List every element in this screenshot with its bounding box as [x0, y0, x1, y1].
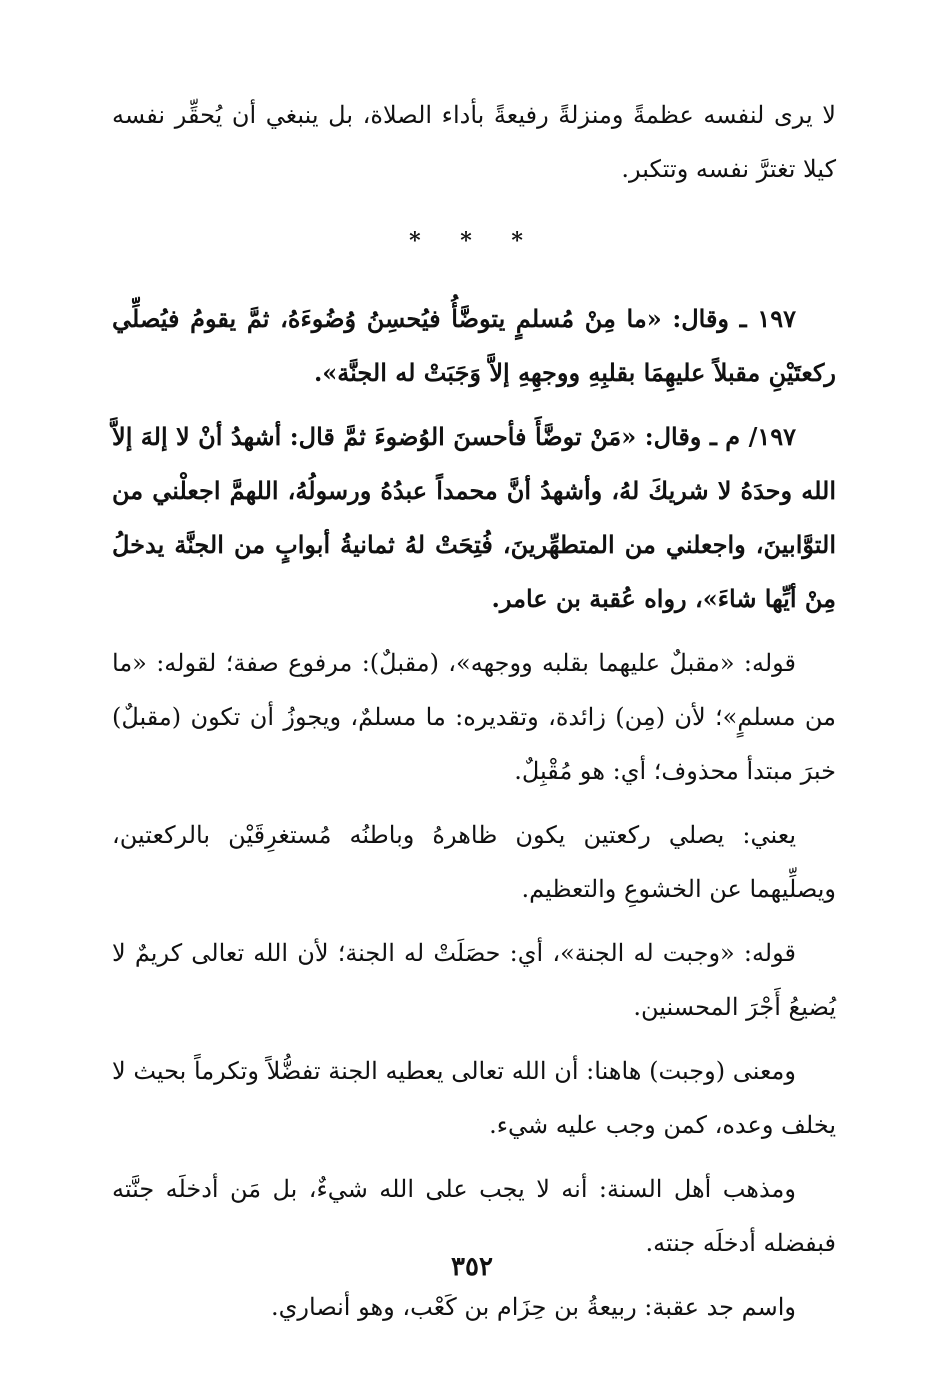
commentary-sunnah-doctrine: ومذهب أهل السنة: أنه لا يجب على الله شيءٌ، بل مَن أدخلَه جنَّته فبفضله أدخلَه جنته.	[112, 1175, 836, 1257]
hadith-197m: ١٩٧/ م ـ وقال: «مَنْ توضَّأَ فأحسنَ الوُضوءَ ثمَّ قال: أشهدُ أنْ لا إلهَ إلاَّ الله وحدَهُ لا شريكَ لهُ، وأشهدُ أنَّ محمداً عبدُهُ ورسولُهُ، اللهمَّ اجعلْني من التوَّابينَ، واجعلني من المتطهِّرينَ، فُتِحَتْ لهُ ثمانيةُ أبوابٍ من الجنَّة يدخلُ مِنْ أيِّها شاءَ»، رواه عُقبة بن عامر.	[112, 422, 836, 613]
section-separator: * * *	[409, 228, 539, 254]
page-body	[112, 88, 836, 1344]
commentary-muqbil: قوله: «مقبلٌ عليهما بقلبه ووجهه»، (مقبلٌ): مرفوع صفة؛ لقوله: «ما من مسلمٍ»؛ لأن (مِن) زائدة، وتقديره: ما مسلمٌ، ويجوزُ أن تكون (مقبلٌ) خبرَ مبتدأ محذوف؛ أي: هو مُقْبِلٌ.	[112, 649, 836, 785]
commentary-meaning: يعني: يصلي ركعتين يكون ظاهرهُ وباطنُه مُستغرِقَيْن بالركعتين، ويصلِّيهما عن الخشوعِ والتعظيم.	[112, 821, 836, 903]
paragraph-continuation: لا يرى لنفسه عظمةً ومنزلةً رفيعةً بأداء الصلاة، بل ينبغي أن يُحقِّر نفسه كيلا تغترَّ نفسه وتتكبر.	[112, 101, 836, 183]
commentary-wajabat: قوله: «وجبت له الجنة»، أي: حصَلَتْ له الجنة؛ لأن الله تعالى كريمٌ لا يُضيعُ أَجْرَ المحسنين.	[112, 939, 836, 1021]
hadith-197: ١٩٧ ـ وقال: «ما مِنْ مُسلمٍ يتوضَّأُ فيُحسِنُ وُضُوءَهُ، ثمَّ يقومُ فيُصلِّي ركعتَيْنِ مقبلاً عليهِمَا بقلبِهِ ووجهِهِ إلاَّ وَجَبَتْ له الجنَّة».	[112, 304, 836, 387]
commentary-narrator-lineage: واسم جد عقبة: ربيعةُ بن حِزَام بن كَعْب، وهو أنصاري.	[271, 1293, 796, 1321]
commentary-meaning-wajabat: ومعنى (وجبت) هاهنا: أن الله تعالى يعطيه الجنة تفضُّلاً وتكرماً بحيث لا يخلف وعده، كمن وجب عليه شيء.	[112, 1057, 836, 1139]
page-number: ٣٥٢	[451, 1252, 493, 1282]
